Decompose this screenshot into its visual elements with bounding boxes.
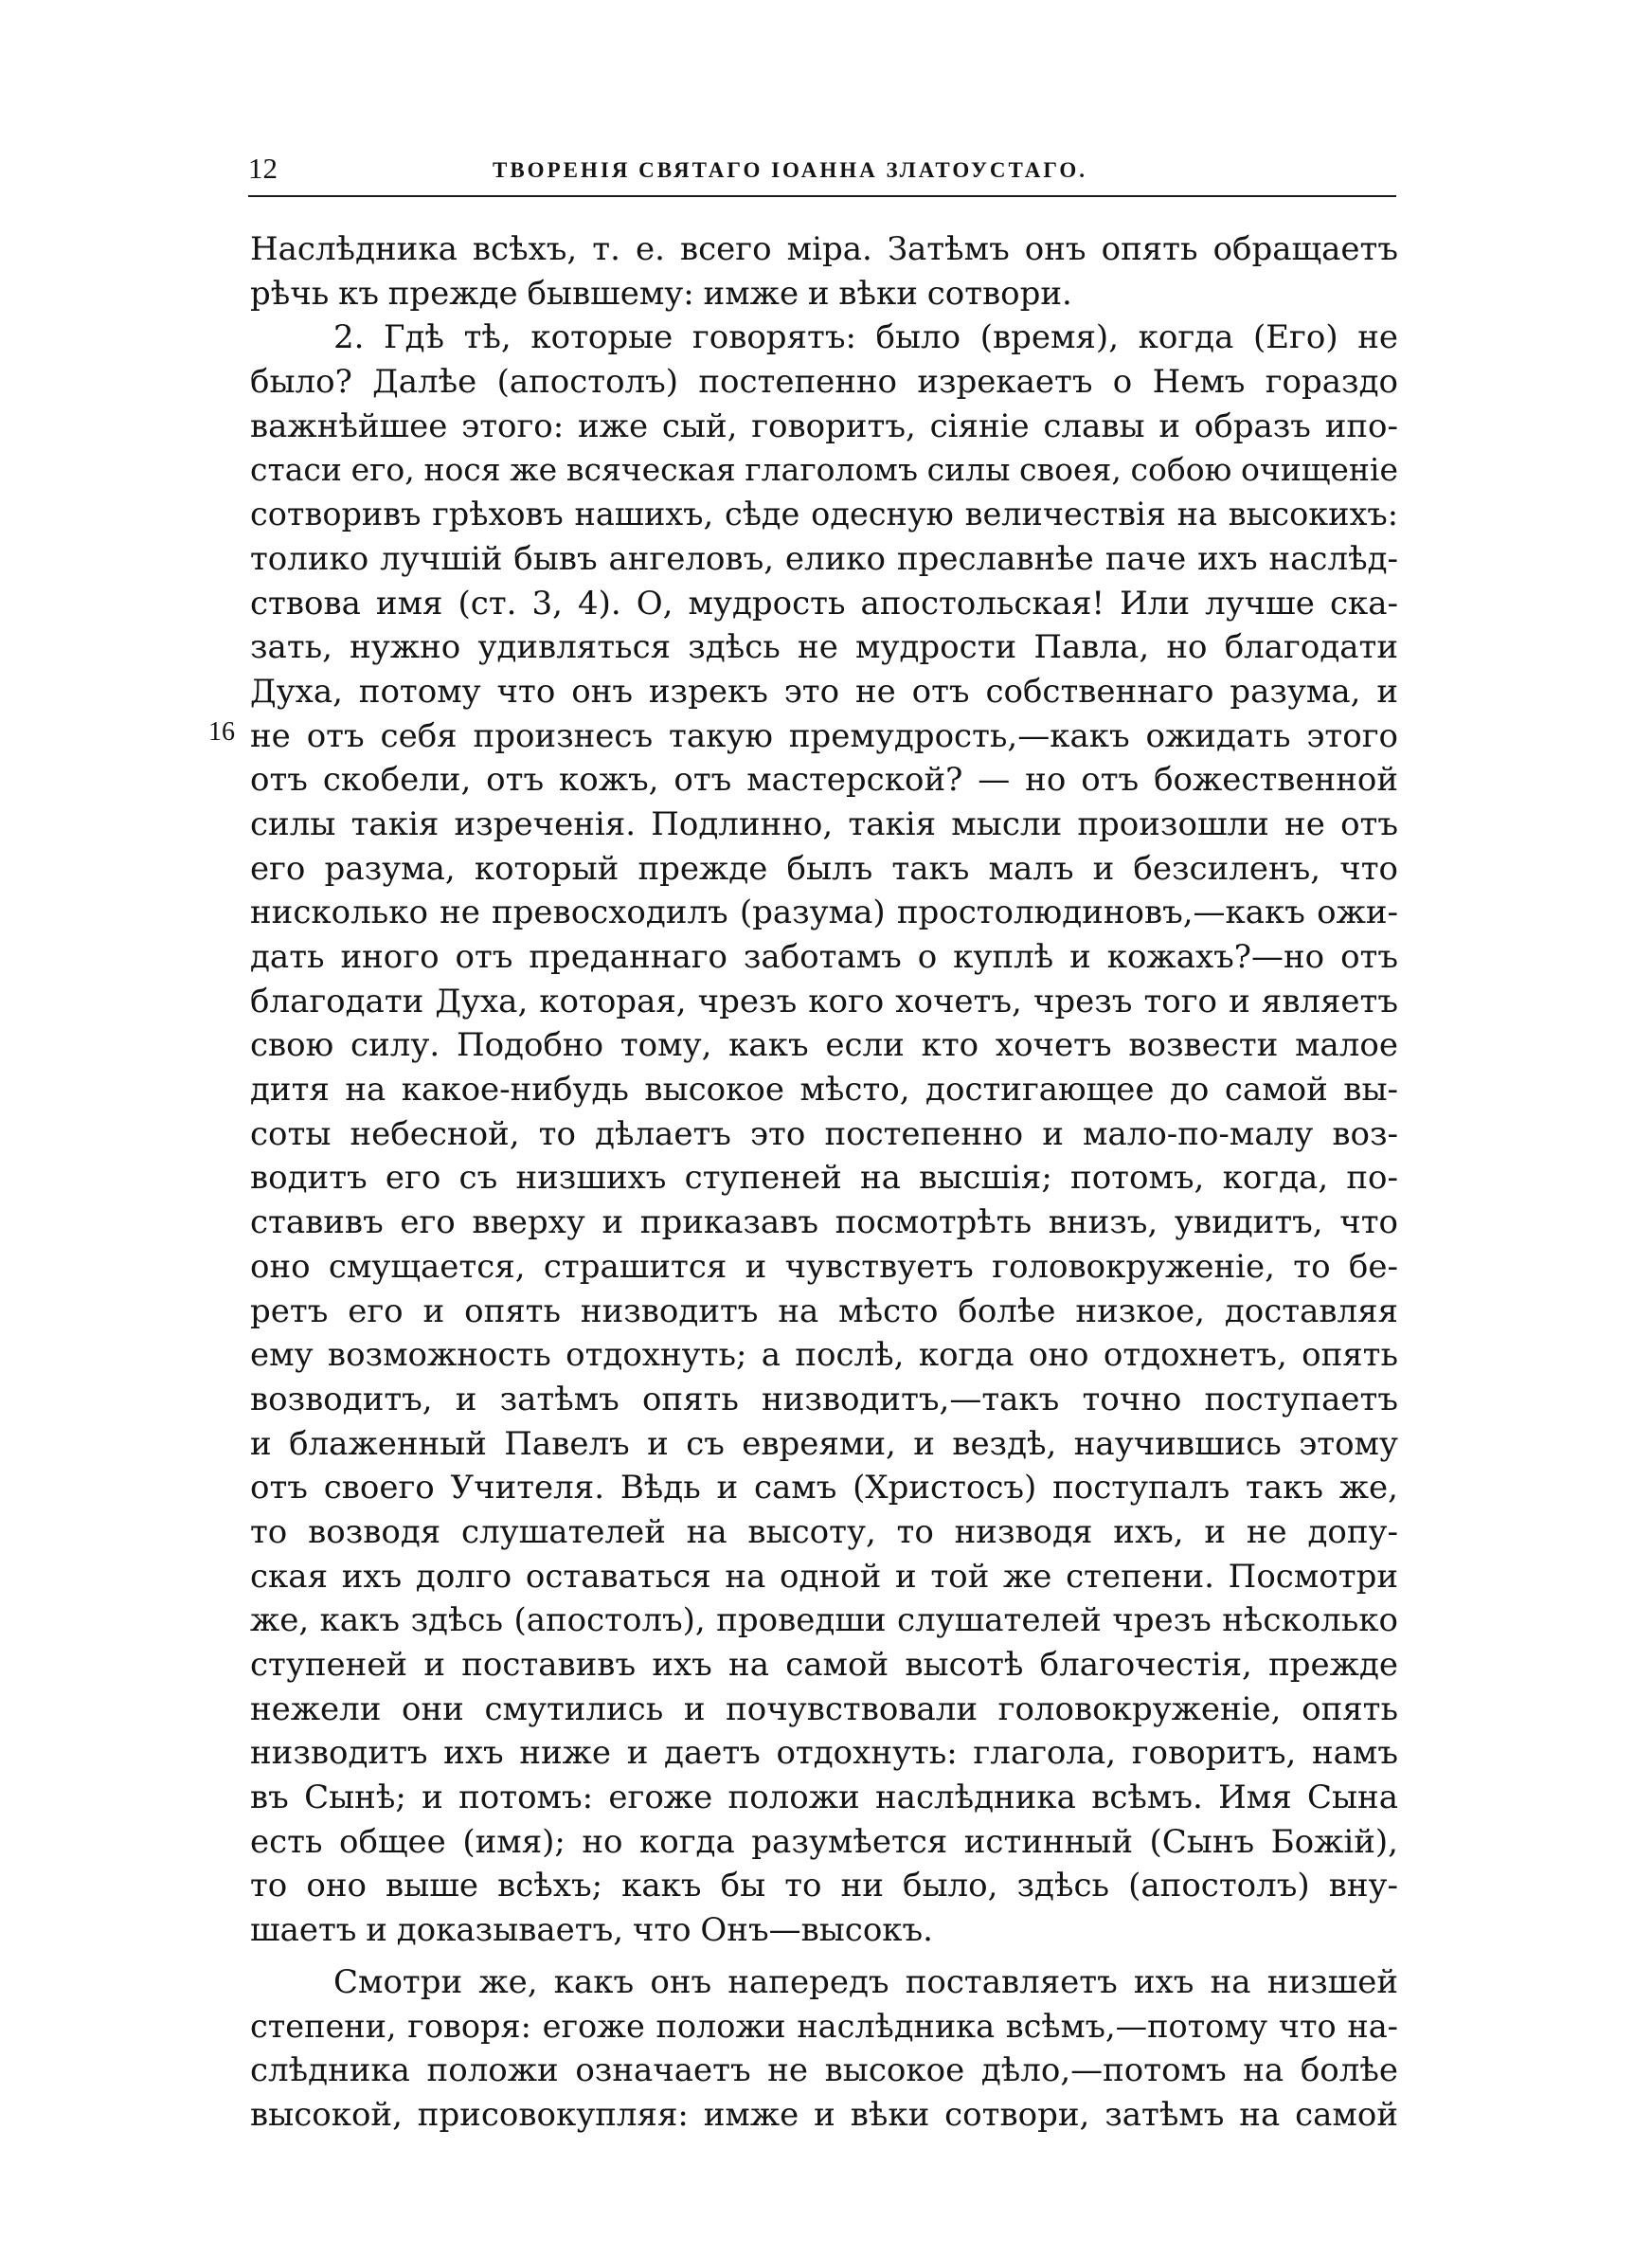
text-line: Духа, потому что онъ изрекъ это не отъ собственнаго разума, и	[250, 672, 1398, 711]
text-line: стаси его, нося же всяческая глаголомъ силы своея, собою очищеніе	[250, 451, 1398, 489]
text-line: благодати Духа, которая, чрезъ кого хочетъ, чрезъ того и являетъ	[250, 982, 1398, 1020]
text-line: не отъ себя произнесъ такую премудрость,—какъ ожидать этого	[250, 716, 1398, 755]
text-line: соты небесной, то дѣлаетъ это постепенно и мало-по-малу воз-	[250, 1114, 1398, 1153]
text-line: то возводя слушателей на высоту, то низводя ихъ, и не допу-	[250, 1512, 1398, 1551]
text-line: ему возможность отдохнуть; а послѣ, когда оно отдохнетъ, опять	[250, 1336, 1398, 1375]
text-line: дать иного отъ преданнаго заботамъ о куплѣ и кожахъ?—но отъ	[250, 938, 1398, 976]
text-line: ставивъ его вверху и приказавъ посмотрѣть внизъ, увидитъ, что	[250, 1203, 1398, 1242]
text-line: зать, нужно удивляться здѣсь не мудрости Павла, но благодати	[250, 628, 1398, 667]
text-line: высокой, присовокупляя: имже и вѣки сотвори, затѣмъ на самой	[250, 2095, 1398, 2134]
text-line: дитя на какое-нибудь высокое мѣсто, достигающее до самой вы-	[250, 1071, 1398, 1110]
text-line: его разума, который прежде былъ такъ малъ и безсиленъ, что	[250, 849, 1398, 888]
text-line: шаетъ и доказываетъ, что Онъ—высокъ.	[250, 1911, 933, 1950]
text-line: водитъ его съ низшихъ ступеней на высшія; потомъ, когда, по-	[250, 1159, 1398, 1198]
text-line: оно смущается, страшится и чувствуетъ головокруженіе, то бе-	[250, 1247, 1398, 1286]
text-line: важнѣйшее этого: иже сый, говоритъ, сіяніе славы и образъ ипо-	[250, 406, 1398, 445]
text-line: ская ихъ долго оставаться на одной и той же степени. Посмотри	[250, 1557, 1398, 1596]
text-line: силы такія изреченія. Подлинно, такія мысли произошли не отъ	[250, 804, 1398, 843]
text-line: нисколько не превосходилъ (разума) простолюдиновъ,—какъ ожи-	[250, 894, 1398, 932]
text-line: степени, говоря: егоже положи наслѣдника всѣмъ,—потому что на-	[250, 2007, 1398, 2045]
text-line: есть общее (имя); но когда разумѣется истинный (Сынъ Божій),	[250, 1822, 1398, 1861]
text-line: отъ своего Учителя. Вѣдь и самъ (Христосъ) поступалъ такъ же,	[250, 1469, 1398, 1508]
body-text	[250, 227, 1398, 2138]
text-line: ретъ его и опять низводитъ на мѣсто болѣе низкое, доставляя	[250, 1291, 1398, 1330]
text-line: отъ скобели, отъ кожъ, отъ мастерской? — но отъ божественной	[250, 761, 1398, 800]
text-line: слѣдника положи означаетъ не высокое дѣло,—потомъ на болѣе	[250, 2051, 1398, 2090]
page-number: 12	[248, 152, 278, 185]
header-rule	[248, 195, 1396, 197]
paragraph-start-line: 2. Гдѣ тѣ, которые говорятъ: было (время), когда (Его) не	[333, 318, 1398, 357]
text-line: толико лучшій бывъ ангеловъ, елико преславнѣе паче ихъ наслѣд-	[250, 539, 1398, 578]
text-line: рѣчь къ прежде бывшему: имже и вѣки сотвори.	[250, 274, 1072, 313]
text-line: въ Сынѣ; и потомъ: егоже положи наслѣдника всѣмъ. Имя Сына	[250, 1779, 1398, 1817]
page-header	[248, 150, 1394, 188]
text-line: возводитъ, и затѣмъ опять низводитъ,—такъ точно поступаетъ	[250, 1380, 1398, 1418]
text-line: нежели они смутились и почувствовали головокруженіе, опять	[250, 1689, 1398, 1728]
text-line: ступеней и поставивъ ихъ на самой высотѣ благочестія, прежде	[250, 1646, 1398, 1684]
text-line: то оно выше всѣхъ; какъ бы то ни было, здѣсь (апостолъ) вну-	[250, 1867, 1398, 1905]
text-line: ствова имя (ст. 3, 4). О, мудрость апостольская! Или лучше ска-	[250, 584, 1398, 623]
text-line: же, какъ здѣсь (апостолъ), проведши слушателей чрезъ нѣсколько	[250, 1601, 1398, 1640]
text-line: свою силу. Подобно тому, какъ если кто хочетъ возвести малое	[250, 1026, 1398, 1065]
margin-line-number: 16	[208, 717, 235, 747]
text-line: низводитъ ихъ ниже и даетъ отдохнуть: глагола, говоритъ, намъ	[250, 1734, 1398, 1773]
paragraph-start-line: Смотри же, какъ онъ напередъ поставляетъ ихъ на низшей	[333, 1962, 1398, 2001]
running-title: ТВОРЕНІЯ СВЯТАГО ІОАННА ЗЛАТОУСТАГО.	[493, 158, 1088, 182]
text-line: и блаженный Павелъ и съ евреями, и вездѣ, научившись этому	[250, 1424, 1398, 1463]
text-line: Наслѣдника всѣхъ, т. е. всего міра. Затѣмъ онъ опять обращаетъ	[250, 230, 1398, 268]
text-line: было? Далѣе (апостолъ) постепенно изрекаетъ о Немъ гораздо	[250, 363, 1398, 402]
text-line: сотворивъ грѣховъ нашихъ, сѣде одесную величествія на высокихъ:	[250, 496, 1398, 533]
